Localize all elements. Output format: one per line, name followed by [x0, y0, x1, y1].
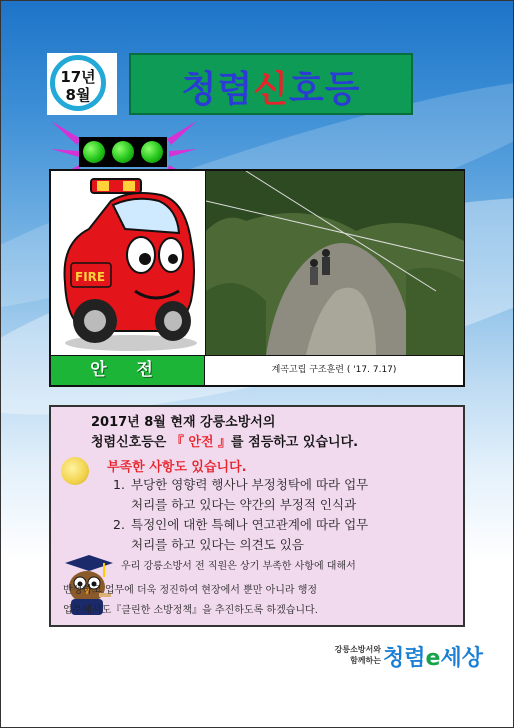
notice-footer-cont: 반성하고 업무에 더욱 정진하여 현장에서 뿐만 아니라 행정 업무에서도『클린한 소방정책』을 추진하도록 하겠습니다. [63, 585, 318, 616]
safety-label-text: 안 전 [90, 360, 165, 380]
page-title: 청렴신호등 [181, 69, 361, 110]
date-badge [47, 53, 117, 115]
logo-emblem-icon: e [425, 646, 441, 671]
photo-section [49, 169, 465, 387]
traffic-light [79, 137, 167, 167]
moon-icon [61, 457, 89, 485]
list-item: 1. 부당한 영향력 행사나 부정청탁에 따라 업무 처리를 하고 있다는 약간의 부정적 인식과 [113, 477, 369, 512]
photo-caption [205, 355, 463, 385]
logo-main-text: 청렴e세상 [383, 646, 483, 671]
fire-car-illustration [51, 171, 205, 355]
notice-footer: 우리 강릉소방서 전 직원은 상기 부족한 사항에 대해서 [121, 561, 356, 572]
list-item: 2. 특정인에 대한 특혜나 연고관계에 따라 업무 처리를 하고 있다는 의견도 있음 [113, 517, 369, 552]
badge-year: 17년 [60, 68, 96, 86]
svg-text:FIRE: FIRE [75, 270, 106, 284]
green-light-icon [141, 141, 163, 163]
notice-line-1: 2017년 8월 현재 강릉소방서의 [91, 415, 276, 430]
notice-line-2: 청렴신호등은 『 안전 』를 점등하고 있습니다. [91, 435, 359, 450]
title-banner [129, 53, 413, 115]
rescue-photo-image [206, 171, 464, 355]
green-light-icon [83, 141, 105, 163]
green-light-icon [112, 141, 134, 163]
logo-subtext: 강릉소방서와 함께하는 [334, 645, 381, 665]
safety-label [51, 355, 205, 385]
warning-heading: 부족한 사항도 있습니다. [107, 460, 247, 475]
notice-text-box [49, 405, 465, 627]
fire-car-icon [51, 171, 205, 355]
badge-month: 8월 [65, 86, 91, 104]
status-highlight: 『 안전 』 [170, 435, 232, 450]
rescue-training-photo [205, 171, 464, 355]
photo-caption-text: 계곡고립 구조훈련 ( '17. 7.17) [271, 365, 397, 375]
